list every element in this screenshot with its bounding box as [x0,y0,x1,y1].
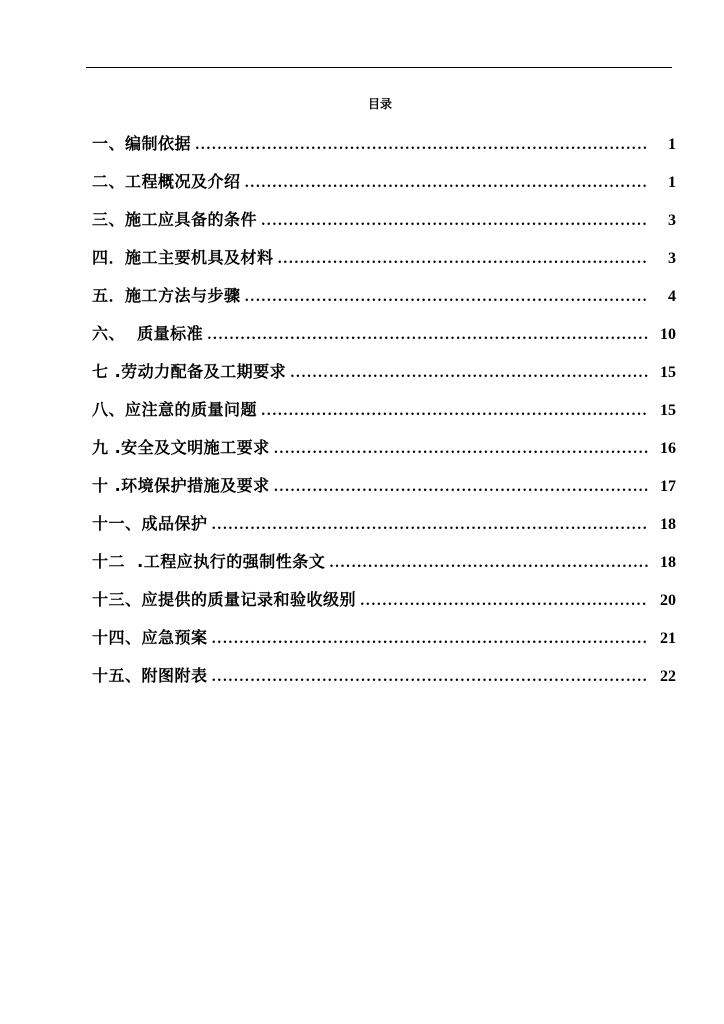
toc-entry-page: 10 [660,326,676,343]
toc-entry[interactable] [92,320,676,358]
toc-entry-page: 22 [660,668,676,685]
toc-list [92,130,676,700]
toc-entry[interactable] [92,472,676,510]
toc-entry[interactable] [92,662,676,700]
toc-entry[interactable] [92,168,676,206]
toc-entry-label: 十 .环境保护措施及要求 [92,476,270,495]
toc-leader-dots [329,550,648,578]
toc-entry-label: 十四、应急预案 [92,628,208,647]
toc-leader-dots [290,360,648,388]
toc-title: 目录 [367,97,392,111]
toc-leader-dots [212,512,648,540]
toc-entry-page: 3 [668,212,676,229]
toc-leader-dots [212,664,648,692]
toc-entry[interactable] [92,396,676,434]
toc-entry-page: 15 [660,402,676,419]
toc-leader-dots [245,170,648,198]
toc-entry[interactable] [92,586,676,624]
toc-entry-label: 三、施工应具备的条件 [92,210,258,229]
toc-entry-label: 八、应注意的质量问题 [92,400,258,419]
toc-leader-dots [274,474,648,502]
toc-entry-page: 17 [660,478,676,495]
toc-entry-page: 1 [668,136,676,153]
toc-entry-page: 21 [660,630,676,647]
toc-entry-label: 四．施工主要机具及材料 [92,248,274,267]
toc-leader-dots [207,322,648,350]
toc-entry[interactable] [92,206,676,244]
toc-entry-page: 16 [660,440,676,457]
toc-entry[interactable] [92,130,676,168]
toc-entry-label: 十二 .工程应执行的强制性条文 [92,552,326,571]
toc-leader-dots [261,398,648,426]
toc-entry[interactable] [92,510,676,548]
toc-entry-label: 五．施工方法与步骤 [92,286,241,305]
toc-entry-label: 十一、成品保护 [92,514,208,533]
toc-entry-label: 一、编制依据 [92,134,192,153]
toc-entry[interactable] [92,282,676,320]
toc-entry-label: 十五、附图附表 [92,666,208,685]
toc-entry[interactable] [92,244,676,282]
header-rule [86,67,672,68]
toc-leader-dots [278,246,648,274]
toc-entry-page: 18 [660,554,676,571]
toc-leader-dots [274,436,648,464]
toc-leader-dots [261,208,648,236]
toc-entry-page: 15 [660,364,676,381]
toc-entry[interactable] [92,548,676,586]
toc-leader-dots [212,626,648,654]
toc-entry-page: 1 [668,174,676,191]
toc-entry-page: 3 [668,250,676,267]
toc-entry-label: 七 .劳动力配备及工期要求 [92,362,287,381]
toc-entry-page: 4 [668,288,676,305]
toc-entry-page: 18 [660,516,676,533]
toc-entry-label: 二、工程概况及介绍 [92,172,241,191]
toc-leader-dots [195,132,648,160]
toc-leader-dots [245,284,648,312]
toc-entry-page: 20 [660,592,676,609]
toc-entry-label: 六、 质量标准 [92,324,204,343]
toc-leader-dots [360,588,648,616]
toc-entry-label: 九 .安全及文明施工要求 [92,438,270,457]
toc-entry-label: 十三、应提供的质量记录和验收级别 [92,590,357,609]
toc-entry[interactable] [92,624,676,662]
toc-entry[interactable] [92,434,676,472]
toc-entry[interactable] [92,358,676,396]
